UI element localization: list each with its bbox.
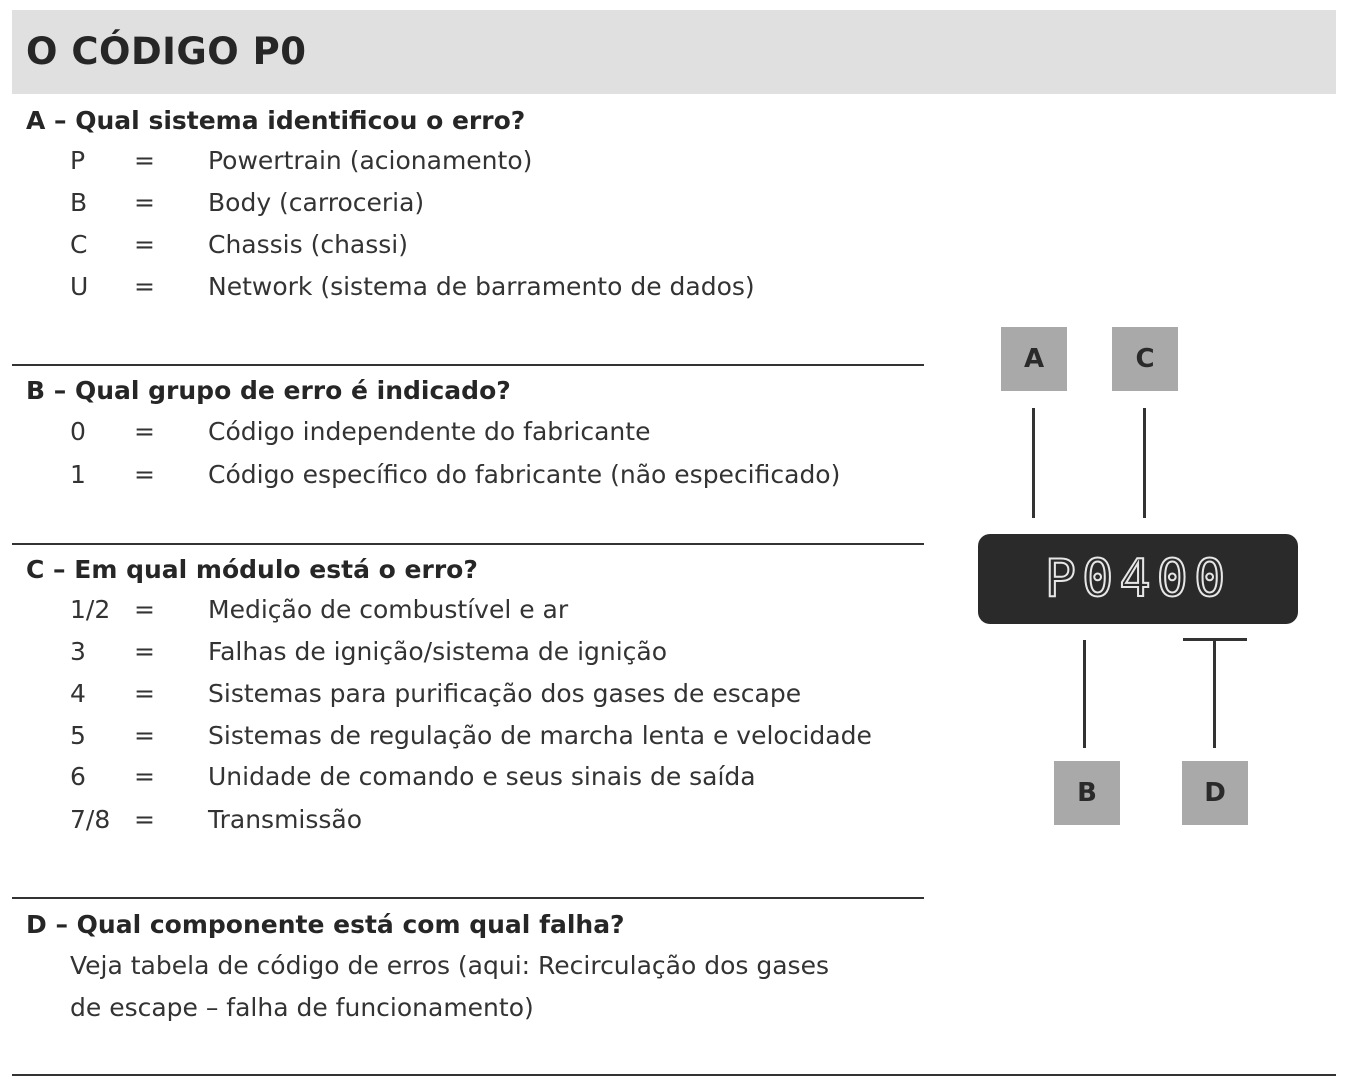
label-box-a: A (1001, 327, 1067, 391)
code-description: Body (carroceria) (208, 188, 425, 217)
equals-sign: = (134, 230, 155, 259)
section-divider (12, 543, 924, 545)
equals-sign: = (134, 460, 155, 489)
code-value: 7/8 (70, 805, 111, 834)
code-value: 4 (70, 679, 86, 708)
label-box-b: B (1054, 761, 1120, 825)
equals-sign: = (134, 637, 155, 666)
equals-sign: = (134, 272, 155, 301)
code-display-text: P0400 (1044, 549, 1232, 609)
page-title: O CÓDIGO P0 (26, 30, 307, 73)
code-description: Código independente do fabricante (208, 417, 651, 446)
bottom-divider (12, 1074, 1336, 1076)
code-description: Transmissão (208, 805, 363, 834)
equals-sign: = (134, 595, 155, 624)
code-value: 3 (70, 637, 86, 666)
code-description: Unidade de comando e seus sinais de saída (208, 762, 756, 791)
code-value: B (70, 188, 88, 217)
code-description: Falhas de ignição/sistema de ignição (208, 637, 668, 666)
code-value: P (70, 146, 86, 175)
code-value: C (70, 230, 88, 259)
equals-sign: = (134, 805, 155, 834)
note-line: de escape – falha de funcionamento) (70, 993, 534, 1022)
code-description: Medição de combustível e ar (208, 595, 569, 624)
connector-line-d (1213, 640, 1216, 748)
code-description: Powertrain (acionamento) (208, 146, 533, 175)
code-description: Network (sistema de barramento de dados) (208, 272, 755, 301)
section-b-heading: B – Qual grupo de erro é indicado? (26, 376, 511, 405)
code-value: 0 (70, 417, 86, 446)
code-description: Sistemas de regulação de marcha lenta e velocidade (208, 721, 872, 750)
code-description: Código específico do fabricante (não especificado) (208, 460, 841, 489)
equals-sign: = (134, 679, 155, 708)
section-c-heading: C – Em qual módulo está o erro? (26, 555, 478, 584)
code-value: U (70, 272, 89, 301)
note-line: Veja tabela de código de erros (aqui: Recirculação dos gases (70, 951, 829, 980)
code-value: 6 (70, 762, 86, 791)
equals-sign: = (134, 146, 155, 175)
label-box-d: D (1182, 761, 1248, 825)
code-value: 1 (70, 460, 86, 489)
connector-line-b (1083, 640, 1086, 748)
section-divider (12, 364, 924, 366)
equals-sign: = (134, 417, 155, 446)
equals-sign: = (134, 188, 155, 217)
equals-sign: = (134, 762, 155, 791)
code-value: 1/2 (70, 595, 111, 624)
label-box-c: C (1112, 327, 1178, 391)
section-a-heading: A – Qual sistema identificou o erro? (26, 106, 526, 135)
code-display (978, 534, 1298, 624)
section-divider (12, 897, 924, 899)
code-value: 5 (70, 721, 86, 750)
connector-line-a (1032, 408, 1035, 518)
equals-sign: = (134, 721, 155, 750)
code-description: Sistemas para purificação dos gases de escape (208, 679, 802, 708)
section-d-heading: D – Qual componente está com qual falha? (26, 910, 625, 939)
code-description: Chassis (chassi) (208, 230, 408, 259)
connector-line-c (1143, 408, 1146, 518)
